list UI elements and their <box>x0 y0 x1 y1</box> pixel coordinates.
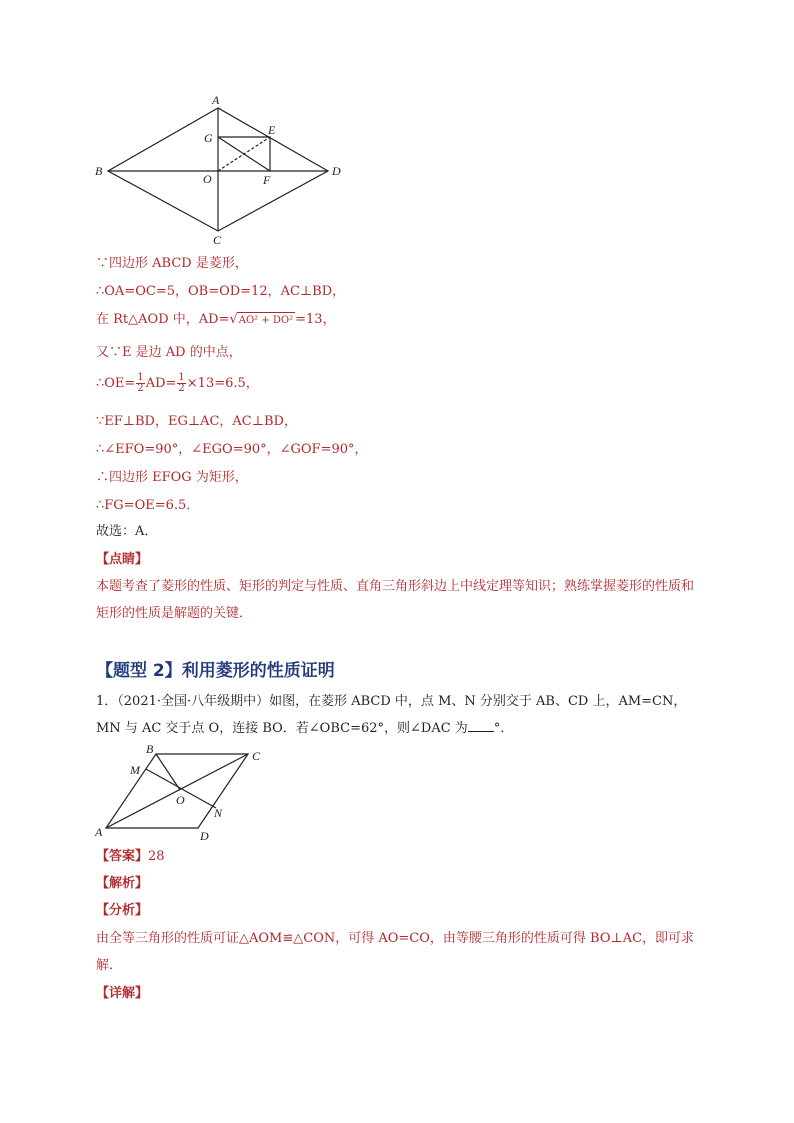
fraction-denominator: 2 <box>137 383 144 394</box>
segment-bo <box>156 754 180 790</box>
solution-line-3-prefix: 在 Rt△AOD 中，AD= <box>96 312 230 327</box>
label-O: O <box>203 172 212 186</box>
label-D-2: D <box>200 829 209 842</box>
label-D: D <box>332 164 341 178</box>
solution-line-3 <box>96 312 336 329</box>
solution-line-9: ∴FG=OE=6.5． <box>96 498 200 513</box>
fraction-numerator: 1 <box>137 372 144 383</box>
solution-line-5-b: AD= <box>145 376 177 391</box>
section-title: 【题型 2】利用菱形的性质证明 <box>96 661 335 681</box>
answer-tag: 【答案】 <box>96 849 149 864</box>
rhombus-rectangle-figure <box>90 92 350 248</box>
fenxi-tag: 【分析】 <box>96 903 149 918</box>
sqrt-sign: √ <box>229 312 238 327</box>
solution-line-5-a: ∴OE= <box>96 376 136 391</box>
fraction-half-1 <box>136 373 144 394</box>
dianjing-tag: 【点睛】 <box>96 552 149 567</box>
solution-line-6: ∵EF⊥BD，EG⊥AC，AC⊥BD， <box>96 414 297 429</box>
solution-line-5 <box>96 373 259 394</box>
question-body: 1．（2021·全国·八年级期中）如图，在菱形 ABCD 中，点 M、N 分别交于 AB、CD 上，AM=CN，MN 与 AC 交于点 O，连接 BO．若∠OBC=62°，则∠DAC 为 <box>96 694 687 736</box>
fraction-denominator: 2 <box>178 383 185 394</box>
solution-choice: 故选：A． <box>96 524 158 539</box>
label-N: N <box>214 806 223 820</box>
answer-line <box>96 849 165 865</box>
diagonal-ac-2 <box>106 754 248 828</box>
label-C: C <box>213 233 222 247</box>
label-A: A <box>212 93 220 107</box>
answer-value: 28 <box>148 849 165 864</box>
solution-line-5-c: ×13=6.5， <box>186 376 259 391</box>
jiexi-tag: 【解析】 <box>96 876 149 891</box>
question-tail: °． <box>493 721 514 736</box>
label-B-2: B <box>146 742 154 756</box>
dianjing-comment: 本题考查了菱形的性质、矩形的判定与性质、直角三角形斜边上中线定理等知识；熟练掌握菱形的性质和矩形的性质是解题的关键． <box>96 579 695 621</box>
label-A-2: A <box>95 825 103 839</box>
solution-line-3-suffix: =13， <box>295 312 336 327</box>
question-text <box>96 688 706 742</box>
label-C-2: C <box>252 749 261 763</box>
label-F: F <box>263 173 271 187</box>
label-E: E <box>268 123 276 137</box>
label-B: B <box>95 164 103 178</box>
solution-line-8: ∴四边形 EFOG 为矩形， <box>96 470 248 485</box>
label-G: G <box>204 131 213 145</box>
fraction-half-2 <box>177 373 185 394</box>
solution-line-1: ∵四边形 ABCD 是菱形， <box>96 256 248 271</box>
label-O-2: O <box>176 793 185 807</box>
fraction-numerator: 1 <box>178 372 185 383</box>
solution-line-7: ∴∠EFO=90°，∠EGO=90°，∠GOF=90°， <box>96 442 368 457</box>
rhombus-mno-figure <box>90 742 280 842</box>
solution-line-4: 又∵E 是边 AD 的中点， <box>96 345 242 360</box>
solution-line-2: ∴OA=OC=5，OB=OD=12，AC⊥BD， <box>96 284 346 299</box>
label-M: M <box>130 763 140 777</box>
analysis-text: 由全等三角形的性质可证△AOM≌△CON，可得 AO=CO，由等腰三角形的性质可得 BO⊥AC，即可求解． <box>96 931 695 973</box>
xiangjie-tag: 【详解】 <box>96 986 149 1001</box>
answer-blank <box>468 719 494 732</box>
sqrt-radicand: AO² + DO² <box>237 312 295 329</box>
